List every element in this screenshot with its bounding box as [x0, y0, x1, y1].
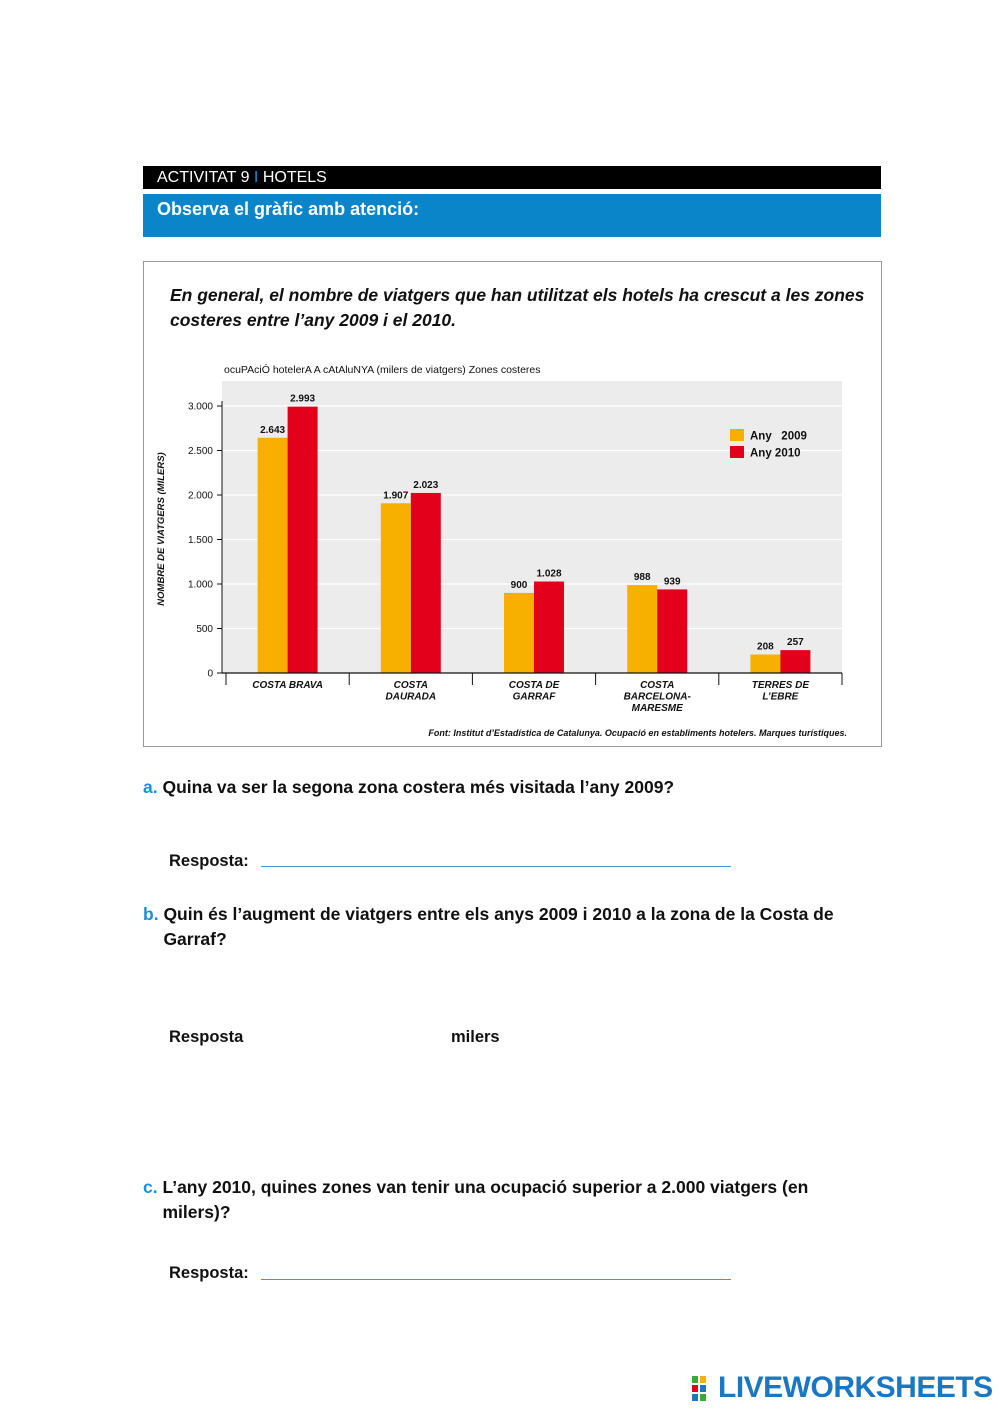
- logo-mark-icon: [692, 1376, 714, 1402]
- y-tick-label: 3.000: [187, 401, 213, 413]
- answer-c-input[interactable]: [261, 1279, 731, 1280]
- chart-title: ocuPAciÓ hotelerA A cAtAluNYA (milers de viatgers) Zones costeres: [224, 364, 541, 376]
- y-tick-label: 2.000: [187, 490, 213, 502]
- answer-a-label: Resposta:: [169, 852, 249, 870]
- x-category-label: COSTA: [393, 680, 428, 691]
- question-b: [143, 902, 853, 952]
- x-category-label: L’EBRE: [762, 691, 799, 703]
- bar: [504, 593, 534, 673]
- bar: [288, 407, 318, 673]
- bar-value-label: 2.023: [413, 479, 439, 491]
- answer-b-input[interactable]: [262, 1024, 442, 1050]
- bar: [534, 582, 564, 673]
- x-category-label: TERRES DE: [751, 680, 810, 691]
- question-a-letter: a.: [143, 777, 158, 797]
- legend-swatch: [730, 429, 744, 441]
- activity-header: [143, 166, 881, 189]
- bar: [381, 503, 411, 673]
- intro-text: En general, el nombre de viatgers que han utilitzat els hotels ha crescut a les zones costeres entre l’any 2009 i el 2010.: [170, 285, 865, 330]
- x-category-label: COSTA: [640, 680, 675, 691]
- bar: [411, 493, 441, 673]
- bar: [780, 650, 810, 673]
- legend-swatch: [730, 446, 744, 458]
- bar: [627, 585, 657, 673]
- answer-b-label: Resposta: [169, 1028, 244, 1046]
- x-category-label: MARESME: [631, 703, 683, 714]
- y-tick-label: 1.500: [187, 535, 213, 546]
- bar-value-label: 988: [633, 572, 651, 584]
- bar-value-label: 900: [510, 579, 528, 591]
- activity-title: ACTIVITAT 9 I HOTELS: [157, 169, 327, 186]
- instruction-text: Observa el gràfic amb atenció:: [157, 199, 420, 219]
- bar-value-label: 1.907: [383, 490, 409, 502]
- question-b-letter: b.: [143, 904, 159, 924]
- y-axis-label: NOMBRE DE VIATGERS (MILERS): [156, 452, 167, 606]
- legend-label: Any 2010: [750, 447, 801, 460]
- bar-value-label: 208: [757, 641, 774, 653]
- answer-c-label: Resposta:: [169, 1264, 249, 1282]
- question-c-letter: c.: [143, 1177, 158, 1197]
- y-tick-label: 500: [196, 624, 213, 635]
- bar-value-label: 1.028: [536, 568, 562, 580]
- logo-text: LIVEWORKSHEETS: [718, 1371, 993, 1404]
- bar-chart: [150, 355, 860, 740]
- x-category-label: COSTA BRAVA: [252, 680, 323, 691]
- bar: [750, 654, 780, 673]
- bar-value-label: 2.993: [290, 393, 316, 405]
- x-category-label: GARRAF: [512, 691, 556, 703]
- answer-a-input[interactable]: [261, 866, 731, 867]
- bar: [657, 589, 687, 673]
- y-tick-label: 2.500: [187, 446, 213, 457]
- question-b-text: Quin és l’augment de viatgers entre els anys 2009 i 2010 a la zona de la Costa de Garraf?: [163, 904, 834, 949]
- chart-source: Font: Institut d’Estadística de Catalunya. Ocupació en establiments hotelers. Marques turístiques.: [428, 728, 847, 738]
- question-a: [143, 775, 674, 800]
- x-category-label: BARCELONA-: [623, 691, 691, 703]
- answer-b-unit: milers: [451, 1028, 500, 1046]
- y-tick-label: 1.000: [187, 579, 213, 591]
- question-a-text: Quina va ser la segona zona costera més visitada l’any 2009?: [162, 777, 675, 797]
- bar-value-label: 939: [663, 576, 681, 588]
- instruction-banner: [143, 194, 881, 237]
- question-c: [143, 1175, 862, 1225]
- bar-value-label: 257: [787, 637, 804, 649]
- bar: [258, 438, 288, 673]
- legend-label: Any 2009: [750, 430, 807, 443]
- x-category-label: DAURADA: [385, 691, 437, 703]
- x-category-label: COSTA DE: [508, 680, 560, 691]
- question-c-text: L’any 2010, quines zones van tenir una ocupació superior a 2.000 viatgers (en milers)?: [162, 1177, 809, 1222]
- bar-value-label: 2.643: [260, 424, 286, 436]
- y-tick-label: 0: [207, 668, 213, 680]
